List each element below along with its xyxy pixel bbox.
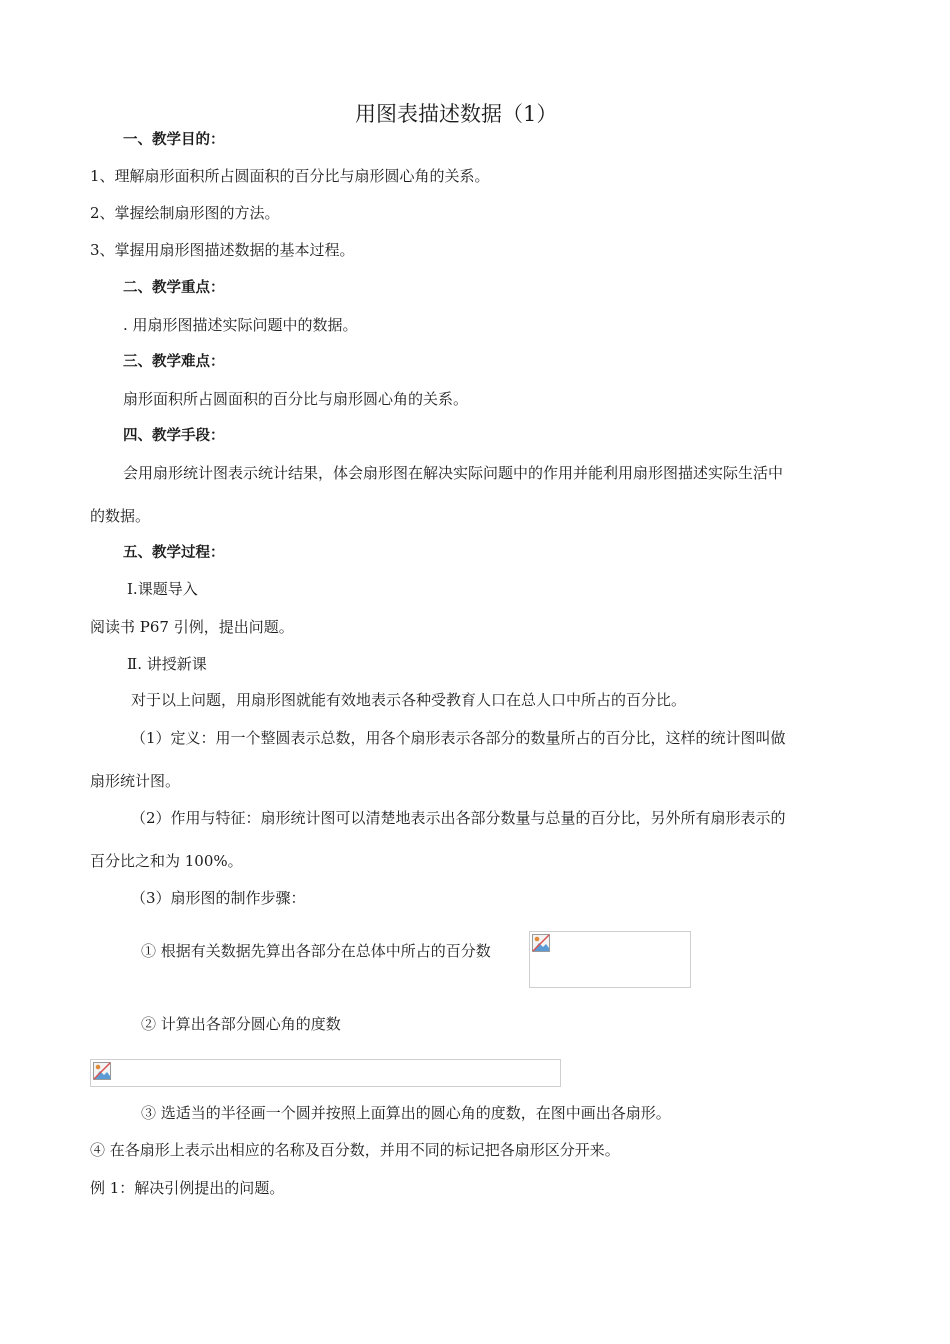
step-2: ② 计算出各部分圆心角的度数 (141, 1015, 341, 1033)
steps-heading: （3）扇形图的制作步骤： (131, 889, 306, 907)
means-text-line-2: 的数据。 (90, 507, 151, 525)
heading-objectives: 一、教学目的： (123, 132, 225, 148)
step-4: ④ 在各扇形上表示出相应的名称及百分数，并用不同的标记把各扇形区分开来。 (90, 1141, 620, 1159)
objective-item-2: 2、掌握绘制扇形图的方法。 (90, 204, 280, 222)
heading-key-points: 二、教学重点： (123, 280, 225, 296)
heading-process: 五、教学过程： (123, 545, 225, 561)
objective-item-3: 3、掌握用扇形图描述数据的基本过程。 (90, 241, 355, 259)
part1-text: 阅读书 P67 引例，提出问题。 (90, 618, 294, 636)
key-points-text: . 用扇形图描述实际问题中的数据。 (123, 316, 358, 334)
image-placeholder-2 (90, 1059, 561, 1087)
features-line-2: 百分比之和为 100%。 (90, 852, 243, 870)
definition-line-1: （1）定义：用一个整圆表示总数，用各个扇形表示各部分的数量所占的百分比，这样的统计图叫做 (131, 729, 786, 747)
part2-title: Ⅱ. 讲授新课 (127, 655, 207, 673)
means-text-line-1: 会用扇形统计图表示统计结果，体会扇形图在解决实际问题中的作用并能利用扇形图描述实际生活中 (123, 464, 784, 482)
step-1: ① 根据有关数据先算出各部分在总体中所占的百分数 (141, 942, 491, 960)
example-1: 例 1：解决引例提出的问题。 (90, 1179, 285, 1197)
difficulties-text: 扇形面积所占圆面积的百分比与扇形圆心角的关系。 (123, 390, 469, 408)
part1-title: Ⅰ.课题导入 (127, 580, 198, 598)
broken-image-icon (93, 1062, 111, 1080)
heading-difficulties: 三、教学难点： (123, 354, 225, 370)
step-3: ③ 选适当的半径画一个圆并按照上面算出的圆心角的度数，在图中画出各扇形。 (141, 1104, 671, 1122)
broken-image-icon (532, 934, 550, 952)
heading-means: 四、教学手段： (123, 428, 225, 444)
features-line-1: （2）作用与特征：扇形统计图可以清楚地表示出各部分数量与总量的百分比，另外所有扇形表示的 (131, 809, 786, 827)
image-placeholder-1 (529, 931, 691, 988)
intro-text: 对于以上问题，用扇形图就能有效地表示各种受教育人口在总人口中所占的百分比。 (131, 691, 687, 709)
definition-line-2: 扇形统计图。 (90, 772, 181, 790)
objective-item-1: 1、理解扇形面积所占圆面积的百分比与扇形圆心角的关系。 (90, 167, 490, 185)
page-title: 用图表描述数据（1） (355, 102, 558, 126)
